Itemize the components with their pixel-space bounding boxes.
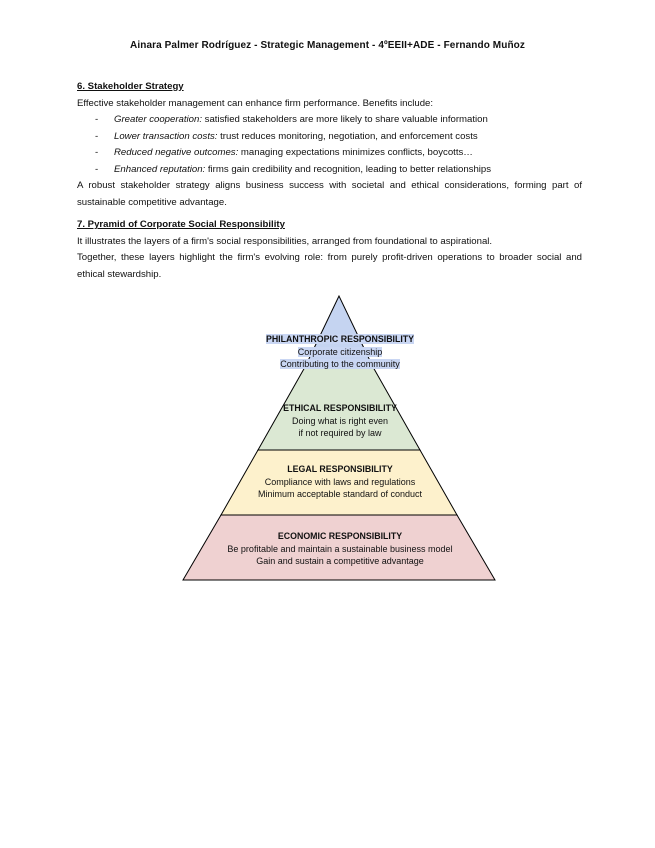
stakeholder-closing: A robust stakeholder strategy aligns business success with societal and ethical considerations, forming part of sustainable competitive advantage. bbox=[77, 180, 582, 208]
ethical-title: ETHICAL RESPONSIBILITY bbox=[283, 403, 397, 413]
csr-pyramid-diagram bbox=[180, 293, 500, 588]
bullet-text: satisfied stakeholders are more likely to share valuable information bbox=[202, 114, 488, 125]
ethical-text bbox=[180, 402, 500, 440]
list-item bbox=[77, 129, 582, 146]
list-item bbox=[77, 145, 582, 162]
economic-line-1: Be profitable and maintain a sustainable business model bbox=[227, 543, 453, 554]
economic-line-2: Gain and sustain a competitive advantage bbox=[256, 556, 424, 567]
bullet-dash: - bbox=[95, 147, 99, 158]
bullet-text: firms gain credibility and recognition, leading to better relationships bbox=[205, 163, 492, 175]
legal-title: LEGAL RESPONSIBILITY bbox=[287, 464, 393, 474]
pyramid-summary: Together, these layers highlight the firm's evolving role: from purely profit-driven operations to broader social and ethical stewardship. bbox=[77, 252, 582, 280]
legal-line-1: Compliance with laws and regulations bbox=[264, 476, 416, 487]
list-item bbox=[77, 162, 582, 179]
bullet-term: Reduced negative outcomes: bbox=[114, 147, 239, 158]
bullet-text: managing expectations minimizes conflicts, boycotts… bbox=[238, 147, 473, 158]
economic-text bbox=[180, 530, 500, 568]
philanthropic-title: PHILANTHROPIC RESPONSIBILITY bbox=[265, 334, 415, 344]
pyramid-description: It illustrates the layers of a firm's social responsibilities, arranged from foundational to aspirational. bbox=[77, 235, 493, 247]
philanthropic-line-1: Corporate citizenship bbox=[297, 346, 383, 357]
benefits-list bbox=[77, 112, 582, 178]
bullet-term: Lower transaction costs: bbox=[114, 130, 218, 142]
bullet-text: trust reduces monitoring, negotiation, and enforcement costs bbox=[217, 130, 478, 142]
bullet-dash: - bbox=[95, 114, 99, 125]
philanthropic-line-2: Contributing to the community bbox=[280, 359, 400, 370]
legal-text bbox=[180, 463, 500, 501]
stakeholder-intro: Effective stakeholder management can enhance firm performance. Benefits include: bbox=[77, 97, 434, 109]
list-item bbox=[77, 112, 582, 129]
ethical-line-1: Doing what is right even bbox=[291, 415, 389, 426]
bullet-dash: - bbox=[95, 163, 99, 175]
section-title-csr-pyramid: 7. Pyramid of Corporate Social Responsibility bbox=[77, 219, 285, 230]
philanthropic-text bbox=[180, 333, 500, 371]
bullet-dash: - bbox=[95, 130, 99, 142]
legal-line-2: Minimum acceptable standard of conduct bbox=[257, 489, 423, 500]
page-header: Ainara Palmer Rodríguez - Strategic Management - 4ºEEII+ADE - Fernando Muñoz bbox=[130, 40, 525, 51]
document-body bbox=[77, 79, 582, 283]
economic-title: ECONOMIC RESPONSIBILITY bbox=[277, 531, 403, 541]
section-title-stakeholder-strategy: 6. Stakeholder Strategy bbox=[77, 81, 184, 92]
ethical-line-2: if not required by law bbox=[298, 428, 382, 439]
bullet-term: Enhanced reputation: bbox=[114, 163, 206, 175]
bullet-term: Greater cooperation: bbox=[114, 114, 202, 125]
